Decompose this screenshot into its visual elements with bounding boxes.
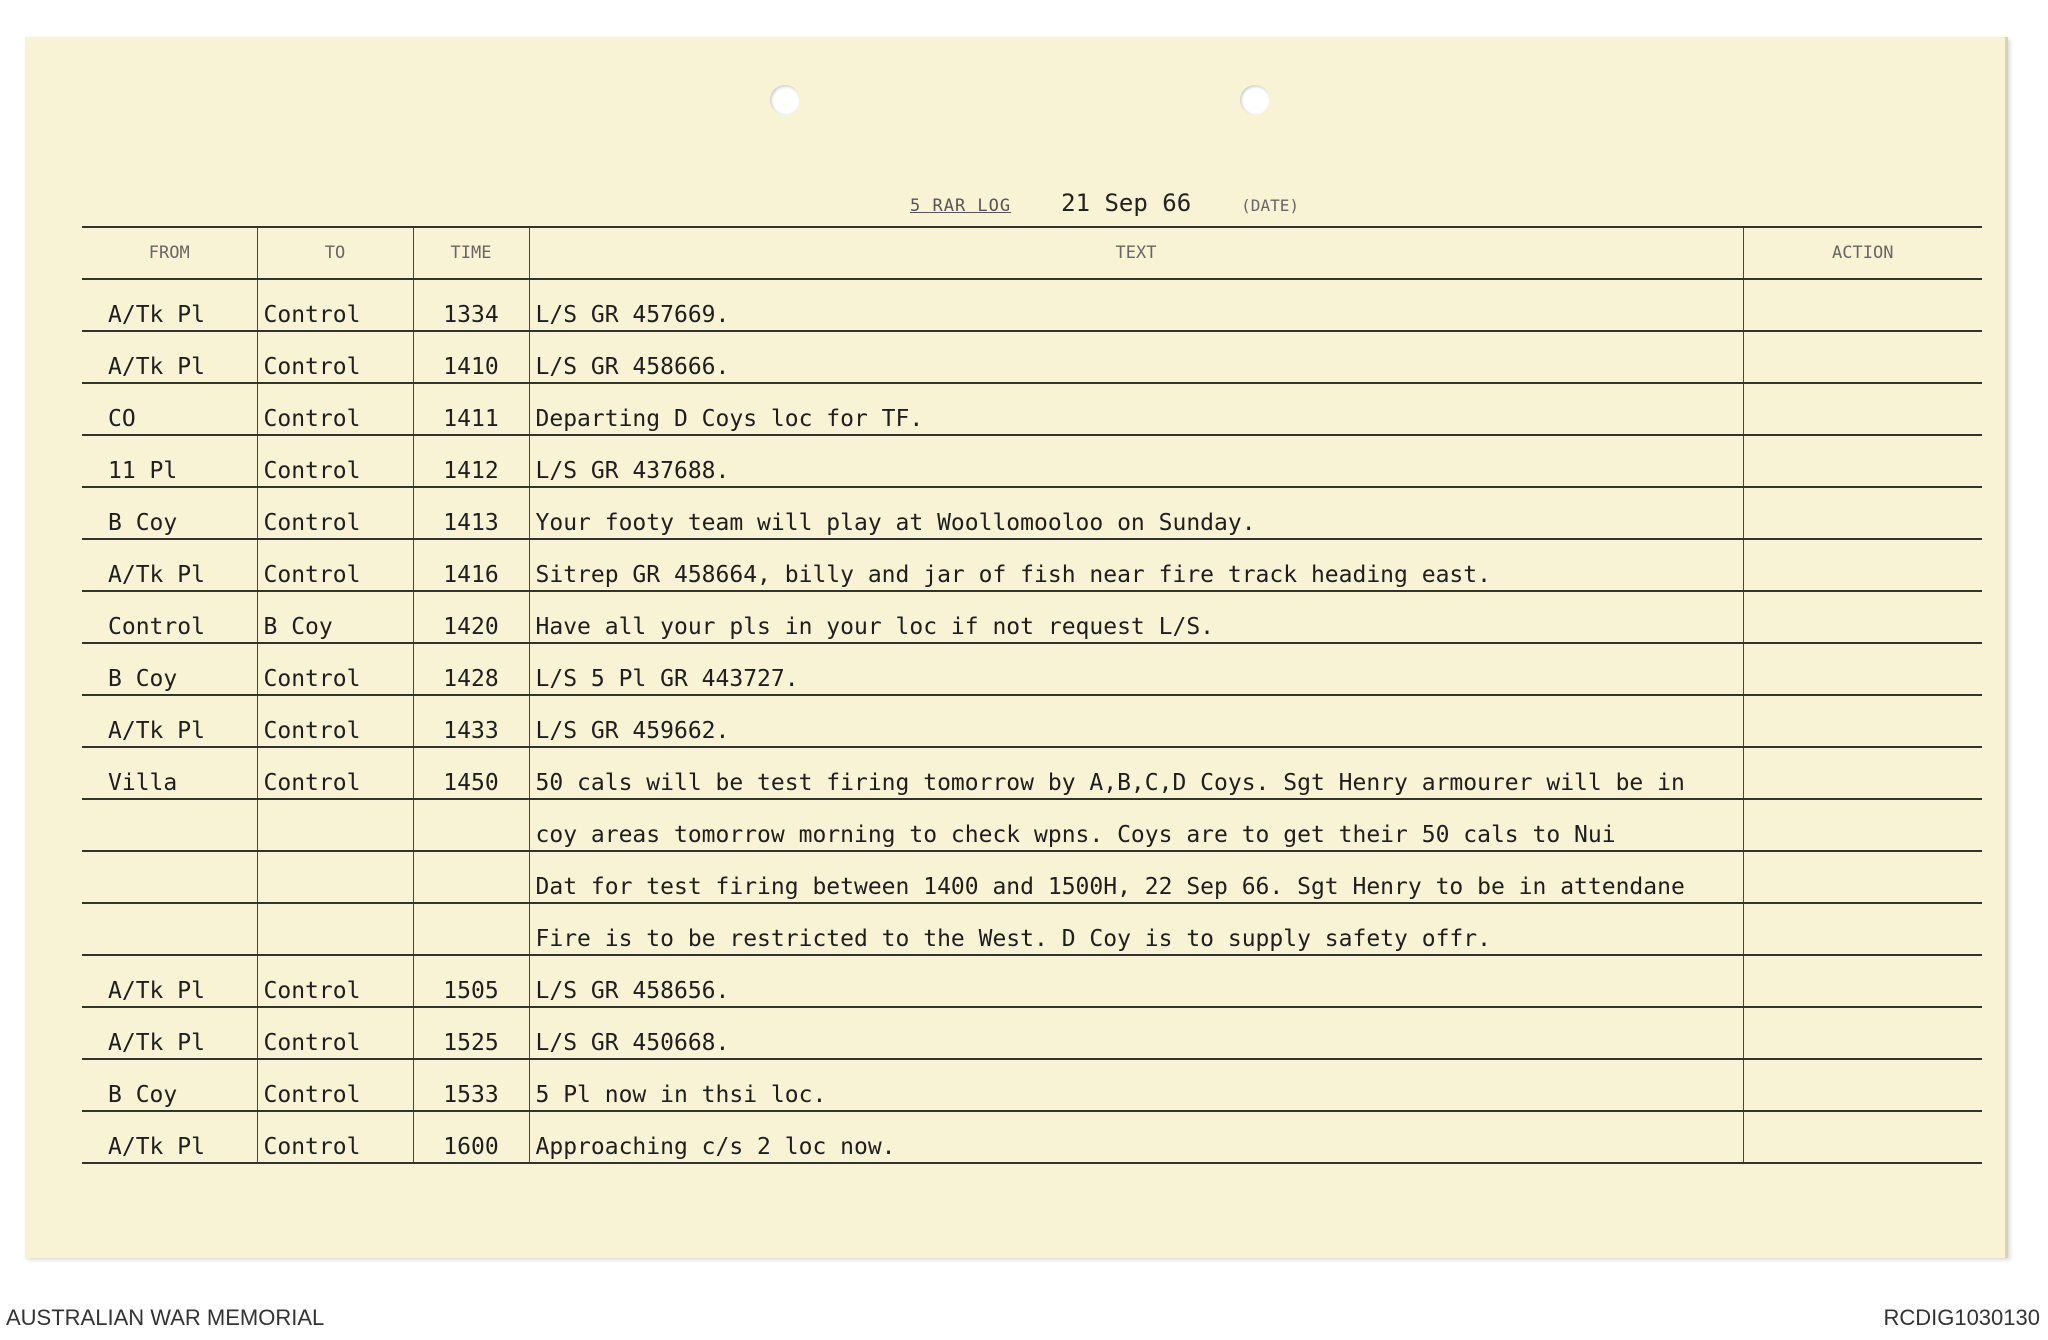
cell-action: [1743, 487, 1982, 539]
table-row: [82, 1111, 1982, 1163]
cell-text: L/S GR 459662.: [529, 695, 1743, 747]
cell-from: B Coy: [82, 643, 257, 695]
cell-from: [82, 903, 257, 955]
cell-time: [413, 903, 529, 955]
cell-from: CO: [82, 383, 257, 435]
cell-text: 50 cals will be test firing tomorrow by A,B,C,D Coys. Sgt Henry armourer will be in: [529, 747, 1743, 799]
cell-time: 1600: [413, 1111, 529, 1163]
cell-time: 1410: [413, 331, 529, 383]
cell-text: Dat for test firing between 1400 and 1500H, 22 Sep 66. Sgt Henry to be in attendane: [529, 851, 1743, 903]
log-body: [82, 279, 1982, 1163]
cell-action: [1743, 539, 1982, 591]
cell-text: L/S 5 Pl GR 443727.: [529, 643, 1743, 695]
cell-to: Control: [257, 279, 413, 331]
cell-from: A/Tk Pl: [82, 1007, 257, 1059]
cell-action: [1743, 903, 1982, 955]
cell-to: Control: [257, 695, 413, 747]
cell-from: [82, 851, 257, 903]
cell-action: [1743, 799, 1982, 851]
cell-time: 1533: [413, 1059, 529, 1111]
cell-time: [413, 799, 529, 851]
cell-from: A/Tk Pl: [82, 695, 257, 747]
table-row: [82, 487, 1982, 539]
table-row: [82, 643, 1982, 695]
cell-from: A/Tk Pl: [82, 1111, 257, 1163]
cell-time: 1413: [413, 487, 529, 539]
table-row: [82, 799, 1982, 851]
cell-text: L/S GR 458666.: [529, 331, 1743, 383]
cell-text: Your footy team will play at Woollomooloo on Sunday.: [529, 487, 1743, 539]
cell-from: B Coy: [82, 1059, 257, 1111]
table-row: [82, 1059, 1982, 1111]
cell-from: A/Tk Pl: [82, 539, 257, 591]
column-header-from: FROM: [82, 227, 257, 279]
cell-from: Control: [82, 591, 257, 643]
archive-id: RCDIG1030130: [1883, 1305, 2040, 1330]
cell-to: Control: [257, 539, 413, 591]
cell-text: L/S GR 457669.: [529, 279, 1743, 331]
cell-to: Control: [257, 1007, 413, 1059]
cell-to: [257, 851, 413, 903]
cell-action: [1743, 643, 1982, 695]
table-row: [82, 747, 1982, 799]
cell-time: 1412: [413, 435, 529, 487]
cell-from: [82, 799, 257, 851]
table-row: [82, 279, 1982, 331]
cell-time: 1334: [413, 279, 529, 331]
table-row: [82, 539, 1982, 591]
cell-action: [1743, 1111, 1982, 1163]
cell-text: Fire is to be restricted to the West. D Coy is to supply safety offr.: [529, 903, 1743, 955]
cell-action: [1743, 851, 1982, 903]
cell-from: Villa: [82, 747, 257, 799]
cell-text: L/S GR 458656.: [529, 955, 1743, 1007]
cell-to: Control: [257, 487, 413, 539]
cell-action: [1743, 591, 1982, 643]
cell-action: [1743, 695, 1982, 747]
table-row: [82, 851, 1982, 903]
unit-log-title: 5 RAR LOG: [910, 196, 1012, 216]
column-header-time: TIME: [413, 227, 529, 279]
cell-to: Control: [257, 643, 413, 695]
cell-to: [257, 903, 413, 955]
table-header-row: [82, 227, 1982, 279]
cell-to: Control: [257, 331, 413, 383]
archive-name: AUSTRALIAN WAR MEMORIAL: [6, 1305, 325, 1330]
cell-text: 5 Pl now in thsi loc.: [529, 1059, 1743, 1111]
cell-to: Control: [257, 747, 413, 799]
footer: [0, 1305, 2048, 1335]
table-row: [82, 1007, 1982, 1059]
cell-action: [1743, 435, 1982, 487]
table-row: [82, 903, 1982, 955]
date-label: (DATE): [1241, 196, 1299, 215]
cell-time: [413, 851, 529, 903]
column-header-to: TO: [257, 227, 413, 279]
log-header: [910, 189, 1299, 217]
cell-action: [1743, 1059, 1982, 1111]
cell-from: 11 Pl: [82, 435, 257, 487]
cell-action: [1743, 383, 1982, 435]
cell-text: L/S GR 450668.: [529, 1007, 1743, 1059]
cell-action: [1743, 955, 1982, 1007]
table-row: [82, 331, 1982, 383]
cell-time: 1416: [413, 539, 529, 591]
cell-time: 1505: [413, 955, 529, 1007]
cell-text: Departing D Coys loc for TF.: [529, 383, 1743, 435]
cell-to: Control: [257, 1111, 413, 1163]
cell-text: Sitrep GR 458664, billy and jar of fish near fire track heading east.: [529, 539, 1743, 591]
table-row: [82, 383, 1982, 435]
cell-action: [1743, 747, 1982, 799]
cell-from: A/Tk Pl: [82, 279, 257, 331]
table-row: [82, 695, 1982, 747]
cell-from: B Coy: [82, 487, 257, 539]
cell-action: [1743, 331, 1982, 383]
column-header-action: ACTION: [1743, 227, 1982, 279]
cell-action: [1743, 279, 1982, 331]
cell-to: Control: [257, 435, 413, 487]
punch-hole-right: [1240, 85, 1270, 115]
log-date: 21 Sep 66: [1061, 189, 1192, 217]
cell-text: L/S GR 437688.: [529, 435, 1743, 487]
cell-to: B Coy: [257, 591, 413, 643]
table-row: [82, 955, 1982, 1007]
cell-time: 1428: [413, 643, 529, 695]
table-row: [82, 435, 1982, 487]
cell-to: Control: [257, 955, 413, 1007]
cell-time: 1433: [413, 695, 529, 747]
cell-text: coy areas tomorrow morning to check wpns. Coys are to get their 50 cals to Nui: [529, 799, 1743, 851]
cell-time: 1450: [413, 747, 529, 799]
cell-time: 1525: [413, 1007, 529, 1059]
cell-from: A/Tk Pl: [82, 955, 257, 1007]
cell-time: 1411: [413, 383, 529, 435]
cell-to: Control: [257, 1059, 413, 1111]
cell-text: Have all your pls in your loc if not request L/S.: [529, 591, 1743, 643]
cell-time: 1420: [413, 591, 529, 643]
log-table: [82, 226, 1982, 1164]
cell-to: [257, 799, 413, 851]
cell-action: [1743, 1007, 1982, 1059]
punch-hole-left: [770, 85, 800, 115]
column-header-text: TEXT: [529, 227, 1743, 279]
cell-to: Control: [257, 383, 413, 435]
cell-text: Approaching c/s 2 loc now.: [529, 1111, 1743, 1163]
cell-from: A/Tk Pl: [82, 331, 257, 383]
table-row: [82, 591, 1982, 643]
